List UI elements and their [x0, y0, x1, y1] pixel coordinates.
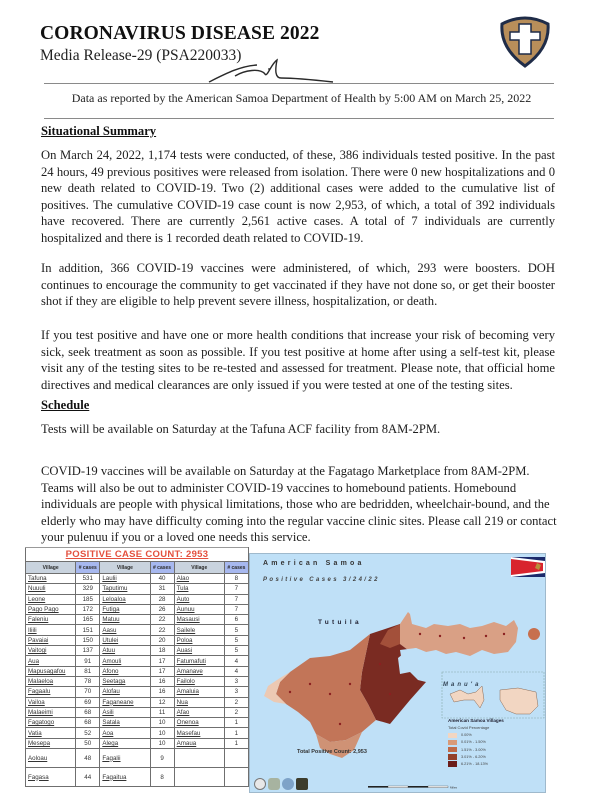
village-name-cell: Nuuuli: [26, 584, 76, 594]
village-name-cell: Leloaloa: [100, 594, 150, 604]
case-count-cell: 20: [150, 635, 174, 645]
case-figure: [22, 547, 582, 800]
legend-label: 0.01% - 1.50%: [461, 740, 486, 745]
village-name-cell: Auto: [174, 594, 224, 604]
village-name-cell: Faleniu: [26, 615, 76, 625]
legend-item: [448, 754, 544, 761]
legend-swatch: [448, 754, 457, 760]
table-row: [26, 666, 249, 676]
village-name-cell: Futiga: [100, 604, 150, 614]
village-name-cell: Masefau: [174, 728, 224, 738]
document-header: [0, 0, 603, 108]
vaccine-schedule-paragraph: COVID-19 vaccines will be available on Saturday at the Fagatago Marketplace from 8AM-2PM. Teams will also be out to administer COVID-19 vaccines to homebound patients. Homebound individuals are people with physical limitations, those who are bedridden, wheelchair-bound, and the elderly who may have difficulty coming into the regular vaccine clinic sites. Please call 219 or contact your pulenuu if you or a loved one needs this service.: [41, 464, 557, 544]
table-row: [26, 584, 249, 594]
village-name-cell: Afao: [174, 707, 224, 717]
column-header-cases: # cases: [76, 562, 100, 574]
case-count-cell: 5: [224, 646, 248, 656]
case-count-cell: 3: [224, 676, 248, 686]
case-count-cell: 81: [76, 666, 100, 676]
case-count-cell: 10: [150, 738, 174, 748]
village-name-cell: Mapusagafou: [26, 666, 76, 676]
map-subtitle: Positive Cases 3/24/22: [263, 577, 380, 583]
case-count-cell: 5: [224, 625, 248, 635]
legend-subtitle: Total Covid Percentage: [448, 725, 490, 730]
village-name-cell: Mesepa: [26, 738, 76, 748]
tau-island: [500, 688, 538, 714]
table-row: [26, 594, 249, 604]
case-count-cell: 531: [76, 574, 100, 584]
table-row: [26, 646, 249, 656]
header-divider-bottom: [44, 118, 554, 119]
village-name-cell: Failolo: [174, 676, 224, 686]
case-count-cell: 69: [76, 697, 100, 707]
case-count-cell: 4: [224, 666, 248, 676]
map-scale-bar: [368, 783, 458, 791]
vaccine-paragraph: In addition, 366 COVID-19 vaccines were administered, of which, 293 were boosters. DOH continues to encourage the community to get vaccinated if they have not done so, or get their booster shot if they are eligible to help prevent severe illness, hospitalization, or death.: [41, 261, 555, 308]
column-header-village: Village: [26, 562, 76, 574]
village-name-cell: Alega: [100, 738, 150, 748]
village-name-cell: Leone: [26, 594, 76, 604]
legend-title: American Samoa Villages: [448, 718, 504, 723]
positive-case-count-title: POSITIVE CASE COUNT: 2953: [26, 548, 249, 562]
case-count-cell: 10: [150, 718, 174, 728]
village-name-cell: Utulei: [100, 635, 150, 645]
village-name-cell: Fagaitua: [100, 768, 150, 787]
village-name-cell: Amaluia: [174, 687, 224, 697]
case-count-cell: 7: [224, 604, 248, 614]
case-count-cell: 10: [150, 728, 174, 738]
agency-badge-icon: [282, 778, 294, 790]
summary-paragraph: On March 24, 2022, 1,174 tests were conducted, of these, 386 individuals tested positive. In the past 24 hours, 49 previous positives were released from isolation. There were 0 new hospitalizations and 0 new death related to COVID-19. Two (2) additional cases were added to the cumulative list of positives. The cumulative COVID-19 case count is now 2,953, of which, a total of 392 individuals have recovered. There are currently 2,561 active cases. A total of 7 individuals are currently hospitalized and there is 1 recorded death related to COVID-19.: [41, 148, 555, 245]
village-name-cell: Onenoa: [174, 718, 224, 728]
case-count-cell: 7: [224, 594, 248, 604]
column-header-village: Village: [174, 562, 224, 574]
agency-logos: [254, 778, 308, 793]
testing-schedule-paragraph: Tests will be available on Saturday at the Tafuna ACF facility from 8AM-2PM.: [41, 422, 441, 436]
table-row: [26, 749, 249, 768]
table-row: [26, 604, 249, 614]
village-name-cell: Tula: [174, 584, 224, 594]
village-name-cell: Asili: [100, 707, 150, 717]
case-count-cell: 68: [76, 718, 100, 728]
village-name-cell: [174, 749, 224, 768]
case-count-cell: 91: [76, 656, 100, 666]
case-count-cell: 22: [150, 615, 174, 625]
village-name-cell: Amouli: [100, 656, 150, 666]
case-count-cell: 12: [150, 697, 174, 707]
manua-island-label: Manu'a: [443, 682, 482, 688]
treatment-paragraph: If you test positive and have one or more health conditions that increase your risk of becoming very sick, seek treatment as soon as possible. If you test positive at home after using a self-test kit, please visit any of the testing sites to be re-tested and assessed for treatment. Please note, that official home directives and medical clearances are only issued if you were tested at one of the testing sites.: [41, 328, 555, 392]
case-count-cell: 329: [76, 584, 100, 594]
legend-item: [448, 746, 544, 753]
signature-icon: [205, 56, 335, 86]
case-count-cell: 18: [150, 646, 174, 656]
table-row: [26, 738, 249, 748]
case-count-cell: 1: [224, 718, 248, 728]
case-count-cell: 150: [76, 635, 100, 645]
case-count-cell: 17: [150, 666, 174, 676]
data-source-line: Data as reported by the American Samoa Department of Health by 5:00 AM on March 25, 2022: [71, 91, 532, 105]
case-count-cell: 185: [76, 594, 100, 604]
village-name-cell: Laulii: [100, 574, 150, 584]
column-header-cases: # cases: [224, 562, 248, 574]
american-samoa-case-map: [249, 553, 546, 793]
village-name-cell: Aunuu: [174, 604, 224, 614]
map-title: American Samoa: [263, 560, 365, 567]
village-name-cell: Fagaalu: [26, 687, 76, 697]
positive-case-table: [25, 547, 249, 787]
case-count-cell: 3: [224, 687, 248, 697]
village-name-cell: Auasi: [174, 646, 224, 656]
case-count-cell: 28: [150, 594, 174, 604]
map-legend: [448, 718, 544, 768]
column-header-village: Village: [100, 562, 150, 574]
village-name-cell: [174, 768, 224, 787]
header-divider-top: [44, 83, 554, 84]
village-name-cell: Aua: [26, 656, 76, 666]
case-count-cell: 52: [76, 728, 100, 738]
village-name-cell: Faganeane: [100, 697, 150, 707]
village-name-cell: Fagalii: [100, 749, 150, 768]
village-name-cell: Malaeimi: [26, 707, 76, 717]
village-name-cell: Atuu: [100, 646, 150, 656]
table-row: [26, 718, 249, 728]
table-row: [26, 768, 249, 787]
village-name-cell: Amanave: [174, 666, 224, 676]
village-name-cell: Pavaiai: [26, 635, 76, 645]
village-name-cell: Alao: [174, 574, 224, 584]
case-count-cell: 44: [76, 768, 100, 787]
scale-unit-label: Miles: [450, 785, 458, 790]
case-count-cell: 9: [150, 749, 174, 768]
village-name-cell: Vatia: [26, 728, 76, 738]
situational-summary-heading: Situational Summary: [41, 124, 157, 138]
village-name-cell: Vailoa: [26, 697, 76, 707]
village-name-cell: Tafuna: [26, 574, 76, 584]
village-name-cell: Aasu: [100, 625, 150, 635]
case-count-cell: 1: [224, 728, 248, 738]
village-name-cell: Aoloau: [26, 749, 76, 768]
table-title-row: [26, 548, 249, 562]
village-name-cell: Fagasa: [26, 768, 76, 787]
village-name-cell: Taputimu: [100, 584, 150, 594]
case-count-cell: 5: [224, 635, 248, 645]
village-name-cell: Iliili: [26, 625, 76, 635]
village-name-cell: Nua: [174, 697, 224, 707]
table-row: [26, 625, 249, 635]
village-name-cell: Matuu: [100, 615, 150, 625]
case-count-cell: 1: [224, 738, 248, 748]
case-count-cell: 7: [224, 584, 248, 594]
document-title: CORONAVIRUS DISEASE 2022: [40, 23, 320, 44]
agency-seal-icon: [254, 778, 266, 790]
case-count-cell: 137: [76, 646, 100, 656]
agency-emblem-icon: [268, 778, 280, 790]
village-name-cell: Poloa: [174, 635, 224, 645]
case-count-cell: 11: [150, 707, 174, 717]
table-row: [26, 697, 249, 707]
village-name-cell: Satala: [100, 718, 150, 728]
case-count-cell: 165: [76, 615, 100, 625]
ofu-olosega-islands: [450, 686, 484, 708]
table-header-row: [26, 562, 249, 574]
legend-swatch: [448, 747, 457, 753]
legend-item: [448, 739, 544, 746]
case-count-cell: 78: [76, 676, 100, 686]
legend-item: [448, 732, 544, 739]
legend-label: 6.21% - 18.13%: [461, 762, 489, 766]
case-count-cell: 17: [150, 656, 174, 666]
legend-label: 3.01% - 6.20%: [461, 754, 486, 759]
village-name-cell: Sailele: [174, 625, 224, 635]
column-header-cases: # cases: [150, 562, 174, 574]
village-name-cell: Seetaga: [100, 676, 150, 686]
case-count-cell: 22: [150, 625, 174, 635]
case-count-cell: 26: [150, 604, 174, 614]
case-count-cell: 40: [150, 574, 174, 584]
case-count-cell: 2: [224, 707, 248, 717]
table-row: [26, 707, 249, 717]
legend-label: 0.00%: [461, 733, 472, 738]
village-name-cell: Aoa: [100, 728, 150, 738]
case-count-cell: 151: [76, 625, 100, 635]
case-count-cell: 68: [76, 707, 100, 717]
legend-label: 1.51% - 3.00%: [461, 747, 486, 752]
tutuila-island-label: Tutuila: [318, 619, 362, 626]
case-count-cell: 4: [224, 656, 248, 666]
table-row: [26, 676, 249, 686]
table-row: [26, 574, 249, 584]
total-positive-count-label: Total Positive Count: 2,953: [297, 749, 367, 755]
aunuu-island: [528, 628, 540, 640]
legend-swatch: [448, 733, 457, 739]
case-count-cell: 48: [76, 749, 100, 768]
village-name-cell: Fagatogo: [26, 718, 76, 728]
case-count-cell: 16: [150, 687, 174, 697]
case-count-cell: 8: [224, 574, 248, 584]
village-name-cell: Masausi: [174, 615, 224, 625]
case-count-cell: 172: [76, 604, 100, 614]
table-row: [26, 656, 249, 666]
case-count-cell: [224, 768, 248, 787]
media-release-number: Media Release-29 (PSA220033): [40, 47, 242, 64]
case-count-cell: 6: [224, 615, 248, 625]
legend-swatch: [448, 761, 457, 767]
pago-pago-harbor: [400, 648, 426, 666]
case-count-cell: 8: [150, 768, 174, 787]
village-name-cell: Alofau: [100, 687, 150, 697]
health-department-shield-cross-icon: [494, 10, 556, 68]
village-name-cell: Fatumafuti: [174, 656, 224, 666]
schedule-heading: Schedule: [41, 398, 90, 412]
case-count-cell: 31: [150, 584, 174, 594]
case-count-cell: 50: [76, 738, 100, 748]
legend-swatch: [448, 740, 457, 746]
table-row: [26, 728, 249, 738]
village-name-cell: Malaeloa: [26, 676, 76, 686]
village-name-cell: Pago Pago: [26, 604, 76, 614]
village-name-cell: Afono: [100, 666, 150, 676]
village-name-cell: Amaua: [174, 738, 224, 748]
table-row: [26, 635, 249, 645]
agency-crest-icon: [296, 778, 308, 790]
case-count-cell: 16: [150, 676, 174, 686]
case-count-cell: 2: [224, 697, 248, 707]
village-name-cell: Vaitogi: [26, 646, 76, 656]
case-count-cell: [224, 749, 248, 768]
legend-item: [448, 761, 544, 768]
table-row: [26, 687, 249, 697]
table-row: [26, 615, 249, 625]
case-count-cell: 70: [76, 687, 100, 697]
